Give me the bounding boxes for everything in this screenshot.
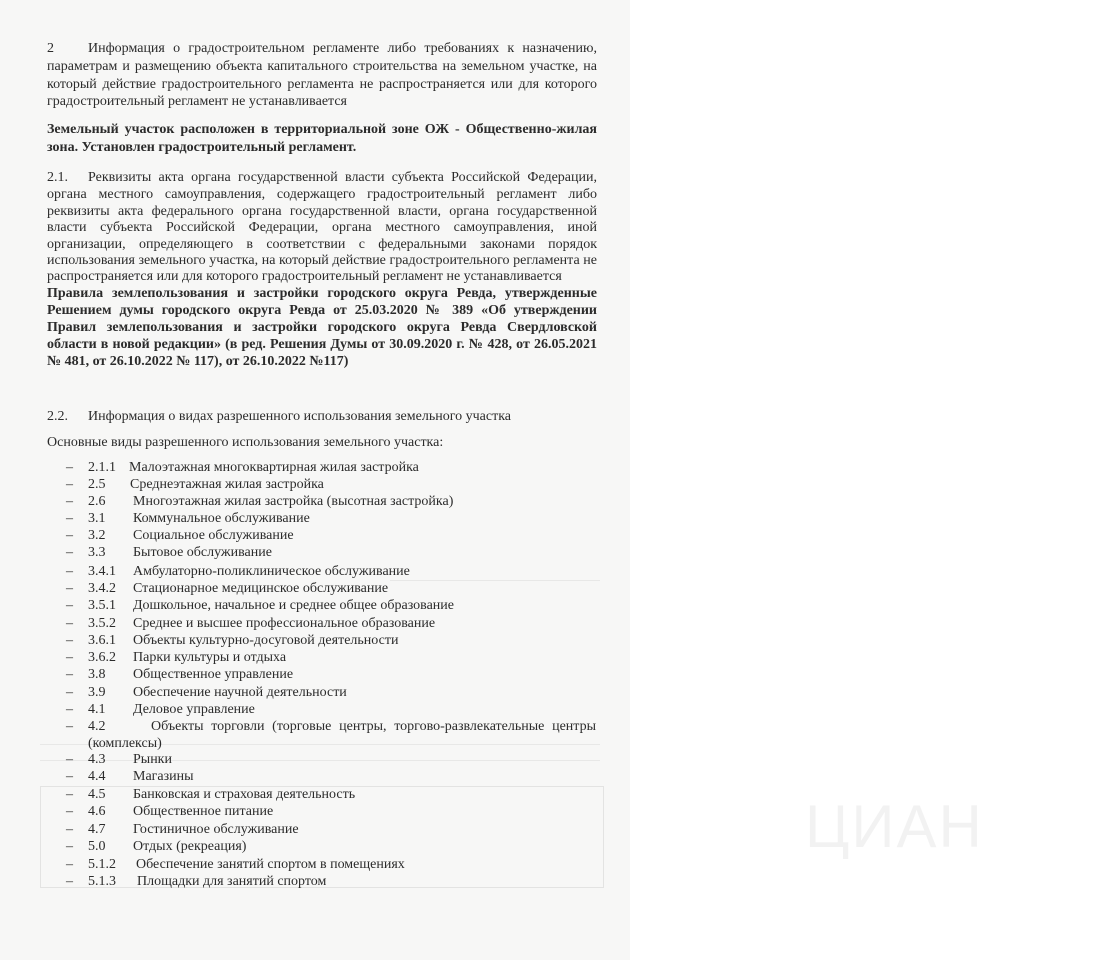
list-item-code: 5.0 <box>88 839 106 854</box>
list-item-label: Обеспечение занятий спортом в помещениях <box>136 857 405 872</box>
list-item-dash: – <box>66 581 73 596</box>
section-2-number: 2 <box>47 41 54 56</box>
list-item-code: 4.7 <box>88 822 106 837</box>
section-2-2-number: 2.2. <box>47 409 68 424</box>
list-item-dash: – <box>66 857 73 872</box>
list-item-dash: – <box>66 564 73 579</box>
list-item-dash: – <box>66 511 73 526</box>
list-item-code: 4.1 <box>88 702 106 717</box>
list-item-dash: – <box>66 616 73 631</box>
rules-reference-line: Правил землепользования и застройки городского округа Ревда Свердловской <box>47 320 597 335</box>
list-item-label: Магазины <box>133 769 194 784</box>
rules-reference-line: Правила землепользования и застройки городского округа Ревда, утвержденные <box>47 286 597 301</box>
list-item-label: Обеспечение научной деятельности <box>133 685 347 700</box>
list-item-label: Стационарное медицинское обслуживание <box>133 581 389 596</box>
list-item-code: 3.3 <box>88 545 106 560</box>
section-2-1-line: реквизиты акта федерального органа государственной власти, органа государственной <box>47 204 597 219</box>
list-item-dash: – <box>66 528 73 543</box>
list-item-code: 3.6.2 <box>88 650 116 665</box>
list-item-label: Среднеэтажная жилая застройка <box>130 477 324 492</box>
list-item-dash: – <box>66 719 73 734</box>
list-item-code: 4.3 <box>88 752 106 767</box>
list-item-dash: – <box>66 477 73 492</box>
section-2-1-number: 2.1. <box>47 170 68 185</box>
section-2-title-line: который действие градостроительного регламента не распространяется или для которого <box>47 77 597 92</box>
zone-statement-line: Земельный участок расположен в территориальной зоне ОЖ - Общественно-жилая <box>47 122 597 137</box>
list-item-label: Общественное управление <box>133 667 294 682</box>
list-item-label: Многоэтажная жилая застройка (высотная застройка) <box>133 494 454 509</box>
list-item-label: Социальное обслуживание <box>133 528 294 543</box>
list-item-label: Общественное питание <box>133 804 274 819</box>
rules-reference-line: Решением думы городского округа Ревда от 25.03.2020 № 389 «Об утверждении <box>47 303 597 318</box>
list-item-dash: – <box>66 545 73 560</box>
list-item-label: Отдых (рекреация) <box>133 839 247 854</box>
list-item-dash: – <box>66 685 73 700</box>
list-item-label: Площадки для занятий спортом <box>137 874 327 889</box>
list-item-code: 4.5 <box>88 787 106 802</box>
list-item-code: 2.6 <box>88 494 106 509</box>
section-2-1-line: организации, определяющего в соответствии с федеральными законами порядок <box>47 237 597 252</box>
list-item-dash: – <box>66 839 73 854</box>
list-item-code: 5.1.2 <box>88 857 116 872</box>
list-item-label: Гостиничное обслуживание <box>133 822 299 837</box>
zone-statement-line: зона. Установлен градостроительный регламент. <box>47 140 357 155</box>
list-item-code: 3.5.2 <box>88 616 116 631</box>
list-item-label: Малоэтажная многоквартирная жилая застройка <box>129 460 419 475</box>
list-item-label: Рынки <box>133 752 172 767</box>
section-2-title-line: Информация о градостроительном регламенте либо требованиях к назначению, <box>88 41 597 56</box>
list-item-label: Амбулаторно-поликлиническое обслуживание <box>133 564 410 579</box>
watermark: ЦИАН <box>805 793 984 860</box>
list-item-code: 3.4.1 <box>88 564 116 579</box>
list-item-dash: – <box>66 804 73 819</box>
section-2-title-line: параметрам и размещению объекта капитального строительства на земельном участке, на <box>47 59 597 74</box>
rules-reference-line: № 481, от 26.10.2022 № 117), от 26.10.2022 №117) <box>47 354 349 369</box>
list-item-dash: – <box>66 752 73 767</box>
list-item-dash: – <box>66 650 73 665</box>
list-item-label: Объекты торговли (торговые центры, торгово-развлекательные центры (комплексы) <box>88 719 596 751</box>
list-item-dash: – <box>66 667 73 682</box>
section-2-title-line: градостроительный регламент не устанавливается <box>47 94 347 109</box>
list-item-code: 3.9 <box>88 685 106 700</box>
section-2-1-line: использования земельного участка, на который действие градостроительного регламента не <box>47 253 597 268</box>
list-item-code: 2.5 <box>88 477 106 492</box>
list-item-dash: – <box>66 822 73 837</box>
list-item-label: Среднее и высшее профессиональное образование <box>133 616 436 631</box>
list-item-code: 5.1.3 <box>88 874 116 889</box>
list-item-dash: – <box>66 769 73 784</box>
list-item-dash: – <box>66 702 73 717</box>
list-item-label: Объекты культурно-досуговой деятельности <box>133 633 399 648</box>
rules-reference-line: области в новой редакции» (в ред. Решения Думы от 30.09.2020 г. № 428, от 26.05.2021 <box>47 337 597 352</box>
basic-uses-heading: Основные виды разрешенного использования земельного участка: <box>47 435 444 450</box>
list-item-code: 3.6.1 <box>88 633 116 648</box>
list-item-label: Банковская и страховая деятельность <box>133 787 356 802</box>
section-2-1-line: власти субъекта Российской Федерации, органа местного самоуправления, иной <box>47 220 597 235</box>
list-item-dash: – <box>66 874 73 889</box>
list-item-code: 3.2 <box>88 528 106 543</box>
list-item-dash: – <box>66 494 73 509</box>
list-item-code: 4.2 <box>88 719 106 734</box>
list-item-code: 2.1.1 <box>88 460 116 475</box>
list-item-code: 3.1 <box>88 511 106 526</box>
list-item-label: Бытовое обслуживание <box>133 545 272 560</box>
list-item-code: 4.4 <box>88 769 106 784</box>
list-item-dash: – <box>66 460 73 475</box>
list-item-label: Парки культуры и отдыха <box>133 650 287 665</box>
list-item-dash: – <box>66 787 73 802</box>
section-2-1-line: Реквизиты акта органа государственной власти субъекта Российской Федерации, <box>88 170 597 185</box>
section-2-1-line: распространяется или для которого градостроительный регламент не устанавливается <box>47 269 562 284</box>
list-item-dash: – <box>66 633 73 648</box>
list-item-label: Дошкольное, начальное и среднее общее образование <box>133 598 454 613</box>
list-item-code: 4.6 <box>88 804 106 819</box>
bleed-through-line <box>40 760 600 761</box>
list-item-code: 3.4.2 <box>88 581 116 596</box>
list-item-label: Деловое управление <box>133 702 255 717</box>
list-item-dash: – <box>66 598 73 613</box>
list-item-code: 3.5.1 <box>88 598 116 613</box>
bleed-through-line <box>390 580 600 581</box>
list-item-label: Коммунальное обслуживание <box>133 511 310 526</box>
section-2-2-title: Информация о видах разрешенного использования земельного участка <box>88 409 511 424</box>
list-item-code: 3.8 <box>88 667 106 682</box>
section-2-1-line: органа местного самоуправления, содержащего градостроительный регламент либо <box>47 187 597 202</box>
